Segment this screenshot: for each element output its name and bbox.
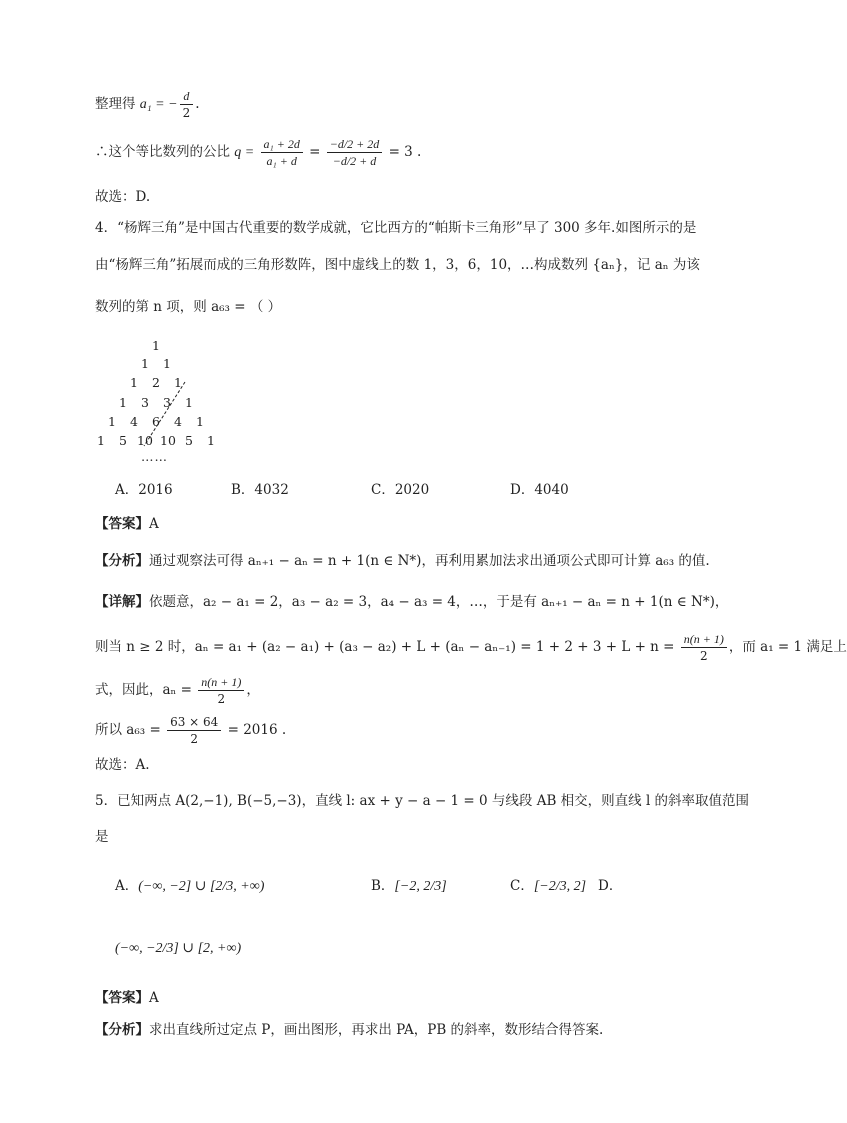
- q5-stem-2: 是: [95, 829, 109, 845]
- q4-detail-4: 所以 a₆₃ = $\frac{63 \times 64}{2}$ = 2016 .: [95, 715, 287, 746]
- q5-option-c: C．[−2/3, 2]: [510, 878, 587, 894]
- tri-r2-c1: 2: [152, 375, 160, 390]
- tri-r0-c0: 1: [152, 338, 160, 353]
- tri-r4-c1: 4: [130, 414, 138, 429]
- q4-option-b: B．4032: [231, 482, 289, 498]
- tri-r1-c0: 1: [141, 356, 149, 371]
- tri-r4-c2: 6: [152, 414, 160, 429]
- q4-stem-1: 4．“杨辉三角”是中国古代重要的数学成就，它比西方的“帕斯卡三角形”早了 300 多年.如图所示的是: [95, 220, 697, 236]
- q4-choose: 故选：A.: [95, 757, 150, 773]
- q5-stem-1: 5．已知两点 A(2,−1), B(−5,−3)，直线 l: ax + y − a − 1 = 0 与线段 AB 相交，则直线 l 的斜率取值范围: [95, 793, 750, 809]
- dashed-diagonal: [140, 380, 190, 450]
- choose-d: 故选：D.: [95, 189, 151, 205]
- q5-option-d-label: D．: [598, 878, 623, 894]
- tri-r5-c2: 10: [137, 433, 153, 448]
- tri-r4-c3: 4: [174, 414, 182, 429]
- ratio-line: ∴这个等比数列的公比 q = $\frac{\text{a₁ + 2d}}{\text{a₁ + d}}$ = $\frac{-d/2 + 2d}{-d/2 + d}$ = 3 .: [95, 137, 422, 168]
- tri-r3-c2: 3: [163, 395, 171, 410]
- result-line-a1: 整理得 a₁ = − $\frac{d}{2}$ .: [95, 89, 200, 120]
- q4-option-a: A．2016: [115, 482, 173, 498]
- tri-r5-c5: 1: [207, 433, 215, 448]
- q4-detail-2: 则当 n ≥ 2 时，aₙ = a₁ + (a₂ − a₁) + (a₃ − a₂) + L + (aₙ − aₙ₋₁) = 1 + 2 + 3 + L + n = $\frac{n(n + 1)}{2}$ ，而 a₁ = 1 满足上: [95, 632, 847, 663]
- tri-r4-c4: 1: [196, 414, 204, 429]
- tri-r2-c0: 1: [130, 375, 138, 390]
- q4-detail-1: 【详解】依题意，a₂ − a₁ = 2，a₃ − a₂ = 3，a₄ − a₃ = 4，…，于是有 aₙ₊₁ − aₙ = n + 1(n ∈ N*)，: [95, 594, 729, 610]
- q5-option-b: B．[−2, 2/3]: [371, 878, 447, 894]
- q5-analysis: 【分析】求出直线所过定点 P，画出图形，再求出 PA，PB 的斜率，数形结合得答案.: [95, 1022, 604, 1038]
- q4-analysis: 【分析】通过观察法可得 aₙ₊₁ − aₙ = n + 1(n ∈ N*)，再利用累加法求出通项公式即可计算 a₆₃ 的值.: [95, 553, 710, 569]
- tri-r3-c3: 1: [185, 395, 193, 410]
- tri-r5-c0: 1: [97, 433, 105, 448]
- q5-option-a: A．(−∞, −2] ∪ [2/3, +∞): [115, 878, 265, 894]
- tri-r5-c3: 10: [160, 433, 176, 448]
- q4-option-d: D．4040: [510, 482, 569, 498]
- tri-r1-c1: 1: [163, 356, 171, 371]
- q4-stem-3: 数列的第 n 项，则 a₆₃ = （ ）: [95, 299, 282, 315]
- tri-r2-c2: 1: [174, 375, 182, 390]
- tri-ellipsis: ……: [141, 449, 168, 464]
- tri-r5-c4: 5: [185, 433, 193, 448]
- tri-r4-c0: 1: [108, 414, 116, 429]
- q5-answer: 【答案】A: [95, 990, 159, 1006]
- q4-answer: 【答案】A: [95, 516, 159, 532]
- q4-stem-2: 由“杨辉三角”拓展而成的三角形数阵，图中虚线上的数 1，3，6，10，…构成数列 {aₙ}，记 aₙ 为该: [95, 257, 700, 273]
- tri-r3-c0: 1: [119, 395, 127, 410]
- tri-r3-c1: 3: [141, 395, 149, 410]
- q5-option-d: (−∞, −2/3] ∪ [2, +∞): [115, 941, 242, 956]
- q4-option-c: C．2020: [371, 482, 430, 498]
- q4-detail-3: 式，因此，aₙ = $\frac{n(n + 1)}{2}$ ，: [95, 675, 260, 706]
- tri-r5-c1: 5: [119, 433, 127, 448]
